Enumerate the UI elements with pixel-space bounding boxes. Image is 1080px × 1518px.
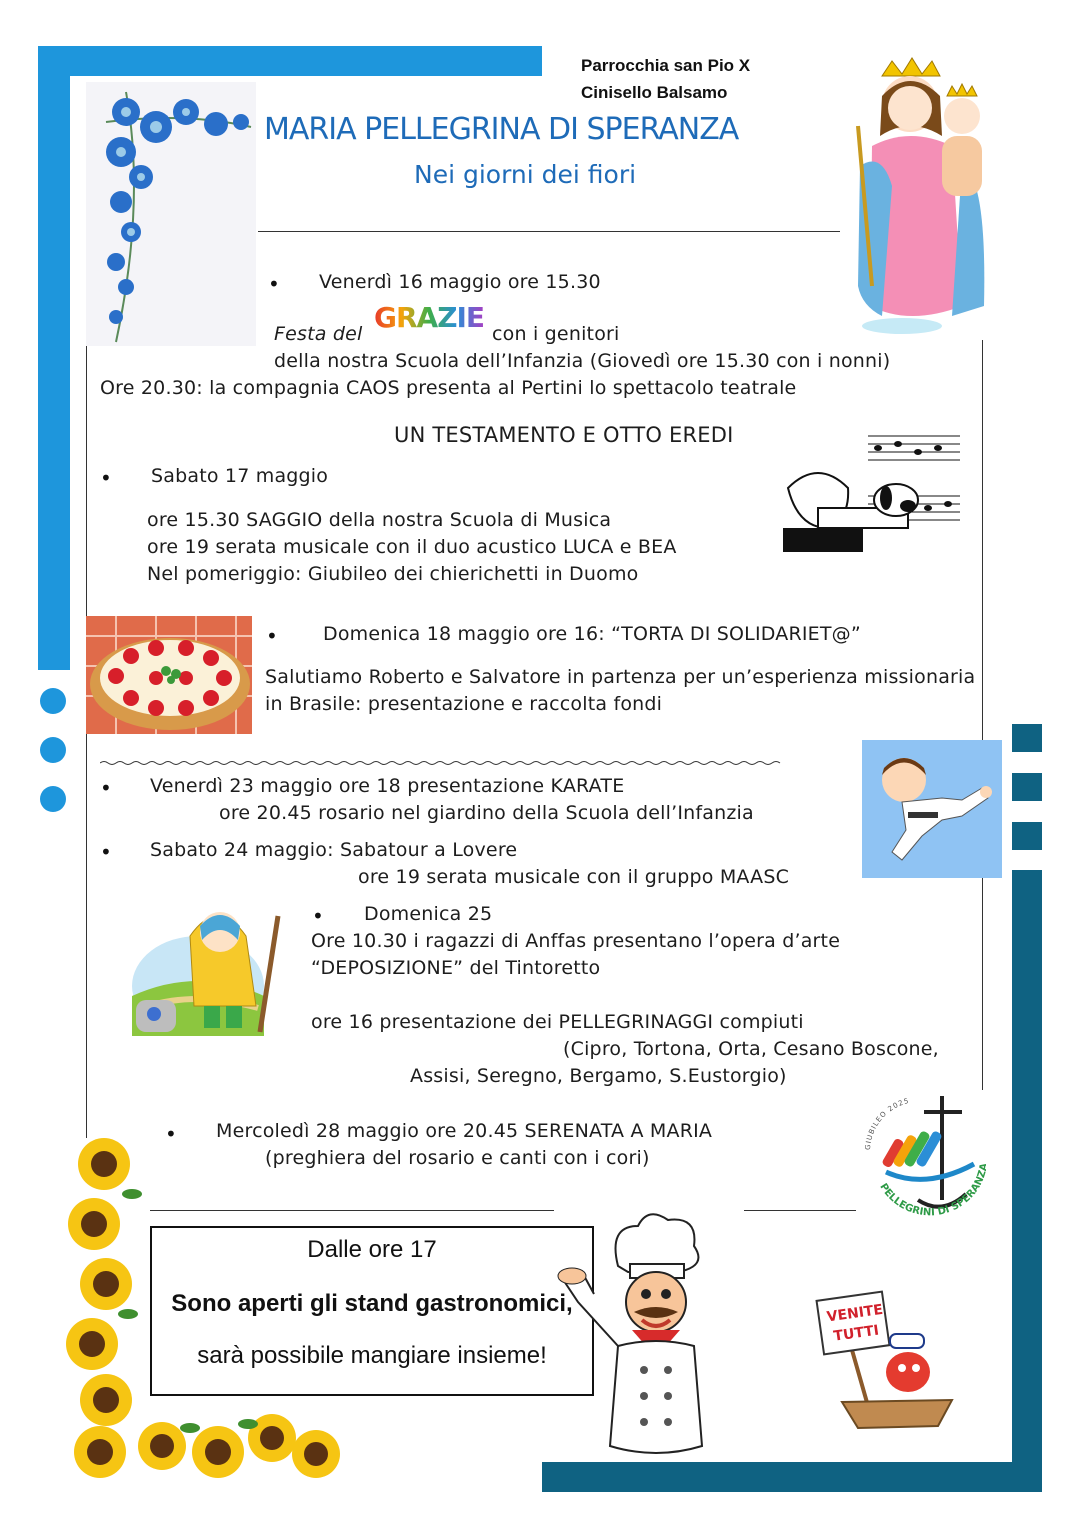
bullet: • (100, 840, 112, 864)
madonna-image (852, 56, 992, 338)
page-subtitle: Nei giorni dei fiori (414, 160, 637, 189)
wavy-separator (100, 752, 784, 760)
svg-text:PELLEGRINI DI SPERANZA (877, 1162, 986, 1218)
content-right-line (982, 340, 983, 1090)
food-stand-box (150, 1226, 594, 1396)
event-6-line1: Ore 10.30 i ragazzi di Anffas presentano l’opera d’arte (311, 930, 841, 952)
parish-name: Parrocchia san Pio X (581, 56, 751, 75)
frame-square-1 (1012, 724, 1042, 752)
bullet: • (312, 904, 324, 928)
box-line-2: Sono aperti gli stand gastronomici, (171, 1290, 573, 1317)
frame-dot-1 (40, 688, 66, 714)
footer-rule-right (744, 1210, 856, 1211)
jubilee-logo (856, 1090, 986, 1220)
frame-top-blue-bar (38, 46, 542, 76)
event-3-line2: in Brasile: presentazione e raccolta fondi (265, 693, 663, 715)
event-6-line5: Assisi, Seregno, Bergamo, S.Eustorgio) (410, 1065, 787, 1087)
event-4-line1: Venerdì 23 maggio ore 18 presentazione KARATE (150, 775, 625, 797)
event-1-festa-suffix: con i genitori (492, 323, 620, 345)
event-6-line4: (Cipro, Tortona, Orta, Cesano Boscone, (563, 1038, 939, 1060)
strawberry-cake-image (86, 616, 252, 734)
blue-flowers-image (86, 82, 256, 346)
bullet: • (100, 776, 112, 800)
event-1-show-title: UN TESTAMENTO E OTTO EREDI (394, 423, 734, 447)
frame-dot-3 (40, 786, 66, 812)
box-line-1: Dalle ore 17 (307, 1236, 437, 1263)
event-2-line2: ore 19 serata musicale con il duo acustico LUCA e BEA (147, 536, 677, 558)
event-2-line3: Nel pomeriggio: Giubileo dei chierichetti in Duomo (147, 563, 639, 585)
event-4-line2: ore 20.45 rosario nel giardino della Scuola dell’Infanzia (219, 802, 754, 824)
frame-dot-2 (40, 737, 66, 763)
event-1-festa-prefix: Festa del (274, 323, 363, 345)
event-3-date: Domenica 18 maggio ore 16: “TORTA DI SOLIDARIET@” (323, 623, 861, 645)
frame-bottom-teal-bar (542, 1462, 1042, 1492)
event-7-line2: (preghiera del rosario e canti con i cori) (265, 1147, 650, 1169)
bullet: • (268, 272, 280, 296)
sign-line-1: VENITE (825, 1301, 884, 1326)
bullet: • (165, 1122, 177, 1146)
pilgrim-child-image (128, 896, 300, 1038)
event-7-line1: Mercoledì 28 maggio ore 20.45 SERENATA A MARIA (216, 1120, 713, 1142)
header-rule (258, 231, 840, 232)
grazie-wordart: GRAZIE (374, 301, 485, 334)
sign-line-2: TUTTI (832, 1322, 880, 1345)
svg-text:GIUBILEO 2025 (864, 1097, 910, 1150)
frame-square-2 (1012, 773, 1042, 801)
page-title: MARIA PELLEGRINA DI SPERANZA (264, 112, 739, 147)
snoopy-piano-image (778, 428, 962, 554)
event-6-line2: “DEPOSIZIONE” del Tintoretto (311, 957, 601, 979)
event-5-line2: ore 19 serata musicale con il gruppo MAASC (358, 866, 790, 888)
frame-left-blue-bar (38, 46, 70, 670)
bullet: • (266, 624, 278, 648)
event-6-line3: ore 16 presentazione dei PELLEGRINAGGI compiuti (311, 1011, 804, 1033)
event-2-line1: ore 15.30 SAGGIO della nostra Scuola di Musica (147, 509, 612, 531)
parish-city: Cinisello Balsamo (581, 83, 728, 102)
logo-top-text: GIUBILEO 2025 (863, 1096, 911, 1151)
event-5-line1: Sabato 24 maggio: Sabatour a Lovere (150, 839, 518, 861)
frame-right-teal-bar (1012, 870, 1042, 1492)
venite-tutti-image (812, 1290, 962, 1442)
event-3-line1: Salutiamo Roberto e Salvatore in partenza per un’esperienza missionaria (265, 666, 976, 688)
bullet: • (100, 466, 112, 490)
event-1-line3: Ore 20.30: la compagnia CAOS presenta al Pertini lo spettacolo teatrale (100, 377, 797, 399)
event-1-line2: della nostra Scuola dell’Infanzia (Giovedì ore 15.30 con i nonni) (274, 350, 891, 372)
event-6-date: Domenica 25 (364, 903, 493, 925)
logo-bottom-text: PELLEGRINI DI SPERAN (877, 1175, 986, 1219)
event-2-date: Sabato 17 maggio (151, 465, 329, 487)
event-1-date: Venerdì 16 maggio ore 15.30 (319, 271, 601, 293)
karate-kid-image (862, 740, 1002, 878)
chef-image (548, 1206, 744, 1460)
box-line-3: sarà possibile mangiare insieme! (197, 1342, 547, 1369)
frame-square-3 (1012, 822, 1042, 850)
